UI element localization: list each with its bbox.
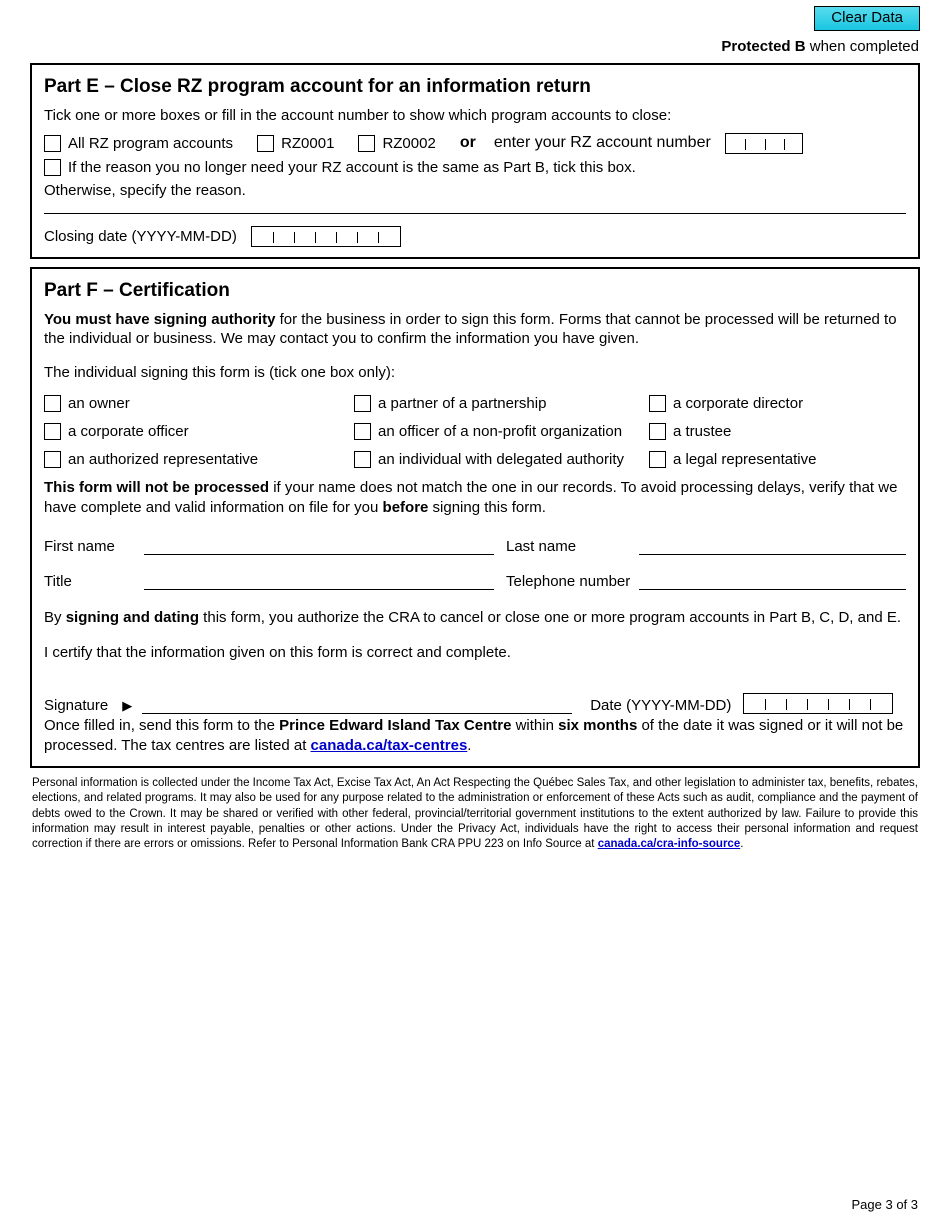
closing-date-input[interactable] bbox=[251, 226, 401, 247]
part-e-title: Part E – Close RZ program account for an information return bbox=[44, 76, 591, 97]
send-end: . bbox=[467, 736, 472, 754]
checkbox-label-rz0001: RZ0001 bbox=[281, 134, 335, 152]
checkbox-trustee[interactable] bbox=[649, 423, 882, 440]
certification-role-options bbox=[44, 395, 906, 468]
protected-b-suffix: when completed bbox=[805, 38, 919, 55]
checkbox-box-authorized-representative[interactable] bbox=[44, 451, 61, 468]
send-tax-centre: Prince Edward Island Tax Centre bbox=[279, 717, 512, 735]
checkbox-authorized-representative[interactable] bbox=[44, 451, 330, 468]
checkbox-box-all-rz[interactable] bbox=[44, 135, 61, 152]
checkbox-label-partner: a partner of a partnership bbox=[378, 394, 547, 412]
processing-notice-end: signing this form. bbox=[428, 498, 546, 516]
privacy-text: Personal information is collected under the Income Tax Act, Excise Tax Act, An Act Respecting the Québec Sales Tax, and other legislation to administer tax, benefits, rebates, elections, and related programs. It may also be used for any purpose related to the administration or enforcement of these Acts such as audit, compliance and the payment of debts owed to the Crown. It may be shared or verified with other federal, provincial/territorial government institutions to the extent authorized by law. Failure to provide this information may result in interest payable, penalties or other actions. Under the Privacy Act, individuals have the right to access their personal information and request correction if there are errors or omissions. Refer to Personal Information Bank CRA PPU 223 on Info Source at bbox=[32, 776, 918, 851]
checkbox-delegated-authority[interactable] bbox=[354, 451, 625, 468]
part-f-intro-rest: for the business in order to sign this form. Forms that cannot be processed will be returned to the individual or business. We may contact you to confirm the information you have given. bbox=[44, 310, 897, 348]
or-label: or bbox=[459, 134, 476, 152]
checkbox-label-owner: an owner bbox=[68, 394, 130, 412]
checkbox-label-all-rz: All RZ program accounts bbox=[68, 134, 234, 152]
rz-account-number-label: enter your RZ account number bbox=[493, 134, 711, 152]
part-f-tick-one-text: The individual signing this form is (tick one box only): bbox=[44, 364, 395, 382]
authorize-post: this form, you authorize the CRA to cancel or close one or more program accounts in Part B, C, D, and E. bbox=[199, 608, 902, 626]
checkbox-box-partner[interactable] bbox=[354, 395, 371, 412]
part-f-certify-text: I certify that the information given on this form is correct and complete. bbox=[44, 644, 511, 662]
privacy-text-end: . bbox=[740, 838, 744, 851]
protected-b-notice bbox=[30, 38, 920, 63]
checkbox-box-legal-representative[interactable] bbox=[649, 451, 666, 468]
title-label: Title bbox=[44, 572, 72, 590]
part-e-closing-date-row bbox=[44, 226, 906, 247]
signature-row bbox=[44, 693, 906, 714]
closing-date-label: Closing date (YYYY-MM-DD) bbox=[44, 227, 237, 245]
clear-data-button[interactable]: Clear Data bbox=[814, 6, 920, 31]
privacy-statement bbox=[30, 776, 920, 853]
rz-account-number-input[interactable] bbox=[725, 133, 803, 154]
checkbox-box-rz0001[interactable] bbox=[257, 135, 274, 152]
part-f-intro-bold: You must have signing authority bbox=[44, 310, 276, 328]
signature-date-input[interactable] bbox=[743, 693, 893, 714]
send-pre: Once filled in, send this form to the bbox=[44, 717, 280, 735]
checkbox-label-corporate-officer: a corporate officer bbox=[68, 422, 189, 440]
part-f-authorize-text bbox=[44, 608, 906, 628]
page-number: Page 3 of 3 bbox=[851, 1197, 918, 1212]
first-name-input[interactable] bbox=[144, 554, 494, 555]
part-f-title: Part F – Certification bbox=[44, 279, 230, 301]
checkbox-all-rz-accounts[interactable] bbox=[44, 135, 233, 152]
checkbox-label-delegated-authority: an individual with delegated authority bbox=[378, 450, 624, 468]
first-name-label: First name bbox=[44, 537, 115, 555]
checkbox-label-corporate-director: a corporate director bbox=[673, 394, 804, 412]
send-six-months: six months bbox=[558, 717, 638, 735]
checkbox-label-authorized-representative: an authorized representative bbox=[68, 450, 259, 468]
checkbox-same-reason-as-part-b[interactable] bbox=[44, 159, 906, 176]
checkbox-box-same-reason[interactable] bbox=[44, 159, 61, 176]
processing-notice-bold: This form will not be processed bbox=[44, 478, 270, 496]
part-f-intro bbox=[44, 310, 906, 350]
cra-info-source-link[interactable]: canada.ca/cra-info-source bbox=[597, 838, 741, 851]
part-e-reason-input[interactable] bbox=[44, 213, 906, 214]
checkbox-rz0002[interactable] bbox=[358, 135, 435, 152]
part-e-otherwise-text: Otherwise, specify the reason. bbox=[44, 181, 246, 199]
part-e-instruction: Tick one or more boxes or fill in the account number to show which program accounts to close: bbox=[44, 107, 672, 124]
checkbox-box-nonprofit-officer[interactable] bbox=[354, 423, 371, 440]
send-post: of the date it was signed or it will not be processed. The tax centres are listed at bbox=[44, 717, 904, 754]
mailing-instructions bbox=[44, 716, 906, 756]
processing-notice-mid: if your name does not match the one in our records. To avoid processing delays, verify that we have complete and valid information on file for you bbox=[44, 478, 898, 516]
telephone-input[interactable] bbox=[639, 589, 906, 590]
signature-label: Signature bbox=[44, 697, 109, 715]
signature-input[interactable] bbox=[142, 713, 572, 714]
signature-arrow-icon: ▶ bbox=[122, 698, 133, 714]
checkbox-nonprofit-officer[interactable] bbox=[354, 423, 625, 440]
last-name-input[interactable] bbox=[639, 554, 906, 555]
checkbox-owner[interactable] bbox=[44, 395, 330, 412]
send-mid: within bbox=[511, 717, 559, 735]
checkbox-label-nonprofit-officer: an officer of a non-profit organization bbox=[378, 422, 623, 440]
checkbox-partner[interactable] bbox=[354, 395, 625, 412]
checkbox-box-owner[interactable] bbox=[44, 395, 61, 412]
checkbox-corporate-officer[interactable] bbox=[44, 423, 330, 440]
processing-notice-bold2: before bbox=[382, 498, 429, 516]
toolbar bbox=[30, 0, 920, 38]
checkbox-box-trustee[interactable] bbox=[649, 423, 666, 440]
checkbox-box-delegated-authority[interactable] bbox=[354, 451, 371, 468]
checkbox-label-same-reason: If the reason you no longer need your RZ account is the same as Part B, tick this box. bbox=[68, 158, 636, 176]
last-name-label: Last name bbox=[506, 537, 577, 555]
checkbox-label-trustee: a trustee bbox=[673, 422, 732, 440]
part-f-section bbox=[30, 267, 920, 768]
part-f-processing-notice bbox=[44, 478, 906, 518]
authorize-bold: signing and dating bbox=[65, 608, 200, 626]
checkbox-box-corporate-officer[interactable] bbox=[44, 423, 61, 440]
checkbox-rz0001[interactable] bbox=[257, 135, 334, 152]
checkbox-label-rz0002: RZ0002 bbox=[382, 134, 436, 152]
checkbox-corporate-director[interactable] bbox=[649, 395, 882, 412]
authorize-pre: By bbox=[44, 608, 66, 626]
part-e-section bbox=[30, 63, 920, 259]
checkbox-box-corporate-director[interactable] bbox=[649, 395, 666, 412]
title-input[interactable] bbox=[144, 589, 494, 590]
signer-fields bbox=[44, 538, 906, 590]
tax-centres-link[interactable]: canada.ca/tax-centres bbox=[310, 736, 468, 754]
part-e-account-options bbox=[44, 133, 906, 154]
checkbox-box-rz0002[interactable] bbox=[358, 135, 375, 152]
telephone-label: Telephone number bbox=[506, 572, 631, 590]
protected-b-label: Protected B bbox=[721, 38, 806, 55]
checkbox-label-legal-representative: a legal representative bbox=[673, 450, 817, 468]
checkbox-legal-representative[interactable] bbox=[649, 451, 882, 468]
signature-date-label: Date (YYYY-MM-DD) bbox=[590, 697, 732, 715]
